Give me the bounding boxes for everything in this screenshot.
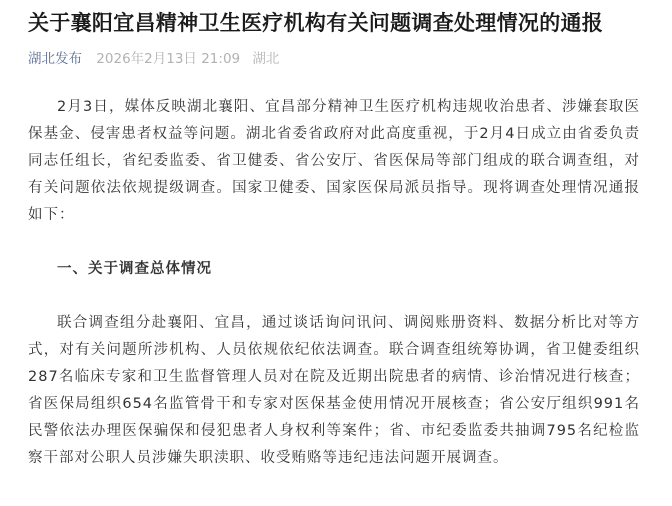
- account-name-link[interactable]: 湖北发布: [28, 51, 82, 67]
- section-heading: 一、关于调查总体情况: [57, 261, 212, 277]
- article-title: 关于襄阳宜昌精神卫生医疗机构有关问题调查处理情况的通报: [28, 11, 604, 35]
- publish-datetime: 2026年2月13日 21:09: [96, 51, 241, 67]
- article-paragraph: 联合调查组分赴襄阳、宜昌，通过谈话询问讯问、调阅账册资料、数据分析比对等方式，对有关问题所涉机构、人员依规依纪依法调查。联合调查组统筹协调，省卫健委组织287名临床专家和卫生监督管理人员对在院及近期出院患者的病情、诊治情况进行核查；省医保局组织654名监管骨干和专家对医保基金使用情况开展核查；省公安厅组织991名民警依法办理医保骗保和侵犯患者人身权利等案件；省、市纪委监委共抽调795名纪检监察干部对公职人员涉嫌失职渎职、收受贿赂等违纪违法问题开展调查。: [28, 315, 640, 466]
- publish-location: 湖北: [252, 51, 280, 67]
- article-body: [28, 94, 640, 472]
- article-paragraph: 2月3日，媒体反映湖北襄阳、宜昌部分精神卫生医疗机构违规收治患者、涉嫌套取医保基金、侵害患者权益等问题。湖北省委省政府对此高度重视，于2月4日成立由省委负责同志任组长，省纪委监委、省卫健委、省公安厅、省医保局等部门组成的联合调查组，对有关问题依法依规提级调查。国家卫健委、国家医保局派员指导。现将调查处理情况通报如下：: [28, 99, 640, 223]
- article-meta: [28, 48, 287, 70]
